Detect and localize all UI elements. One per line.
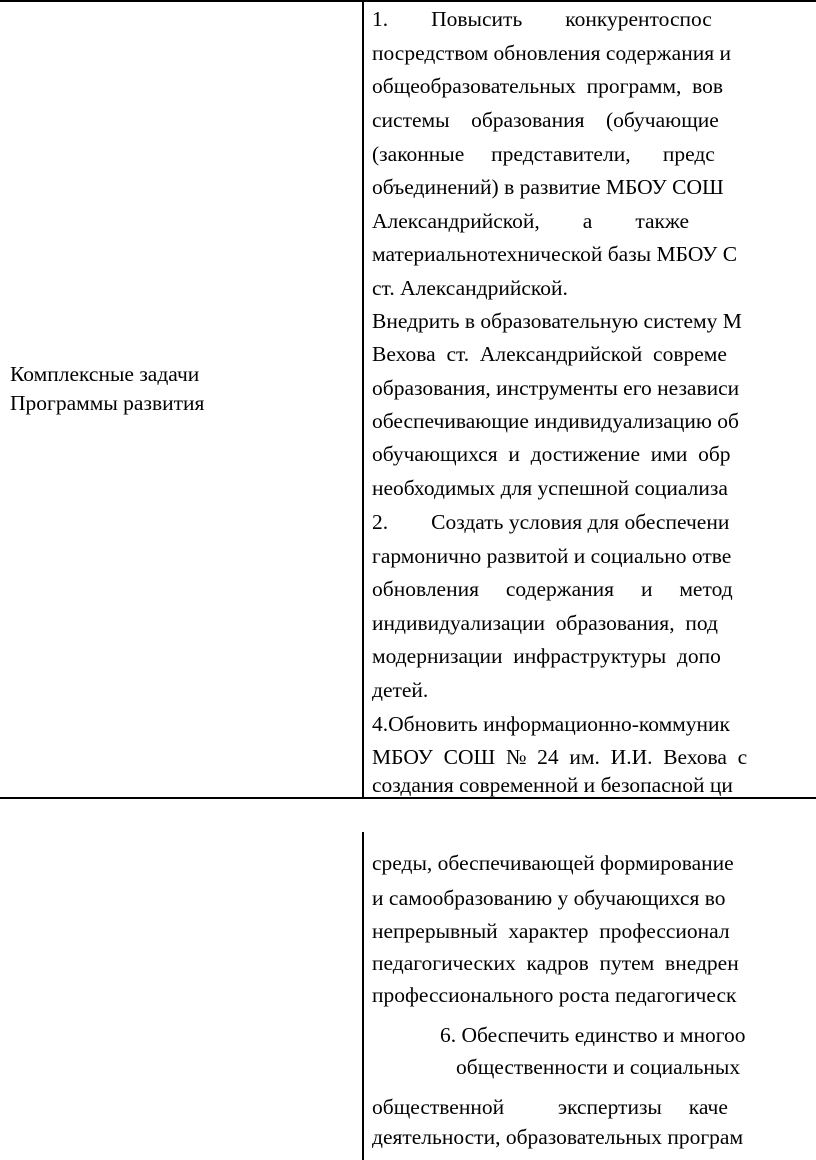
left-cell-line-1: Комплексные задачи (10, 362, 200, 386)
table-column-divider (362, 0, 364, 798)
text-line: 4.Обновить информационно-коммуник (372, 712, 730, 736)
table-column-divider-continued (362, 832, 364, 1160)
text-line: Вехова ст. Александрийской совреме (372, 342, 727, 366)
text-line: гармонично развитой и социально отве (372, 544, 732, 568)
text-line: обновления содержания и метод (372, 577, 733, 601)
left-cell-label (10, 360, 350, 418)
text-line: 2. Создать условия для обеспечени (372, 510, 730, 534)
text-line: модернизации инфраструктуры допо (372, 644, 721, 668)
text-line: деятельности, образовательных програм (372, 1125, 744, 1149)
text-line: материальнотехнической базы МБОУ С (372, 242, 738, 266)
text-line: Александрийской, а также (372, 209, 690, 233)
text-line: педагогических кадров путем внедрен (372, 951, 739, 975)
text-line: среды, обеспечивающей формирование (372, 851, 734, 875)
text-line: общеобразовательных программ, вов (372, 74, 724, 98)
text-line: индивидуализации образования, под (372, 611, 718, 635)
text-line: образования, инструменты его независи (372, 376, 740, 400)
text-line: общественной экспертизы каче (372, 1095, 728, 1119)
text-line: Внедрить в образовательную систему М (372, 309, 742, 333)
text-line: системы образования (обучающие (372, 108, 719, 132)
text-line: непрерывный характер профессионал (372, 919, 730, 943)
text-line: 1. Повысить конкурентоспос (372, 7, 712, 31)
text-line: обучающихся и достижение ими обр (372, 442, 731, 466)
text-line: общественности и социальных (456, 1055, 741, 1079)
text-line: (законные представители, предс (372, 142, 715, 166)
text-line: 6. Обеспечить единство и многоо (440, 1023, 746, 1047)
text-line: необходимых для успешной социализа (372, 476, 728, 500)
text-line: посредством обновления содержания и (372, 41, 731, 65)
text-line: создания современной и безопасной ци (372, 773, 733, 797)
text-line: МБОУ СОШ № 24 им. И.И. Вехова с (372, 745, 748, 769)
table-top-border (0, 0, 816, 2)
text-line: обеспечивающие индивидуализацию об (372, 409, 739, 433)
text-line: ст. Александрийской. (372, 276, 568, 300)
left-cell-line-2: Программы развития (10, 391, 205, 415)
text-line: и самообразованию у обучающихся во (372, 886, 726, 910)
text-line: объединений) в развитие МБОУ СОШ (372, 175, 724, 199)
text-line: профессионального роста педагогическ (372, 983, 737, 1007)
text-line: детей. (372, 678, 429, 702)
